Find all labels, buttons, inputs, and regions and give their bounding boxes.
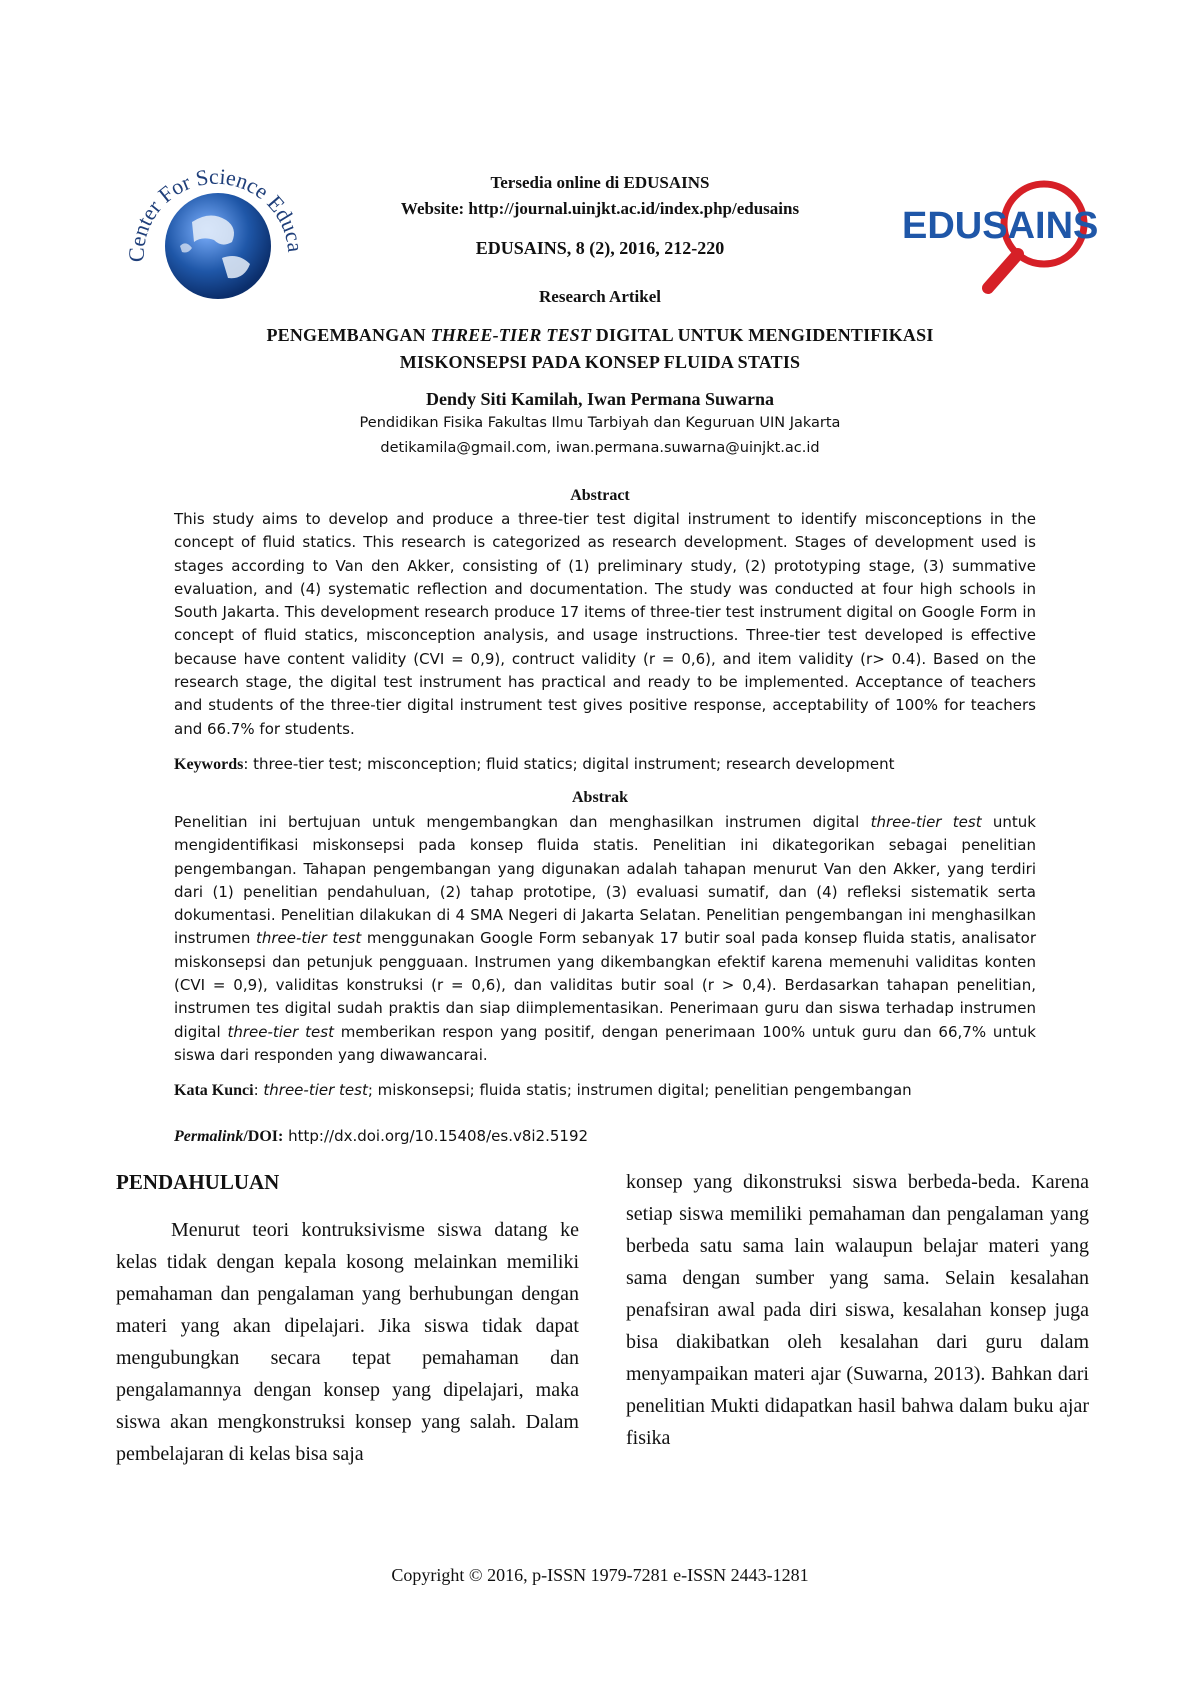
logo-arc-text: Center For Science Educa (123, 163, 309, 263)
author-affiliation: Pendidikan Fisika Fakultas Ilmu Tarbiyah dan Keguruan UIN Jakarta (359, 415, 841, 431)
abstract-english: This study aims to develop and produce a three-tier test digital instrument to identify misconceptions in the concept of fluid statics. This research is categorized as research development. Stages of development used is stages according to Van den Akker, consisting of (1) preliminary study, (2) prototyping stage, (3) summative evaluation, and (4) systematic reflection and documentation. The study was conducted at four high schools in South Jakarta. This development research produce 17 items of three-tier test instrument digital on Google Form in concept of fluid statics, misconception analysis, and usage instructions. Three-tier test developed is effective because have content validity (CVI = 0,9), contruct validity (r = 0,6), and item validity (r> 0.4). Based on the research stage, the digital test instrument has practical and ready to be implemented. Acceptance of teachers and students of the three-tier digital instrument test gives positive response, acceptability of 100% for teachers and 66.7% for students. (174, 510, 1036, 738)
logo-wordmark: EDUSAINS (902, 205, 1099, 247)
availability-line: Tersedia online di EDUSAINS (490, 173, 710, 192)
abstrak-heading: Abstrak (571, 789, 628, 806)
globe-logo-icon (122, 150, 312, 300)
journal-website: Website: http://journal.uinjkt.ac.id/index.php/edusains (400, 199, 800, 218)
paper-title-line-1: PENGEMBANGAN THREE-TIER TEST DIGITAL UNTUK MENGIDENTIFIKASI (266, 325, 934, 345)
keywords-indonesian: Kata Kunci: three-tier test; miskonsepsi; fluida statis; instrumen digital; penelitian pengembangan (174, 1081, 912, 1099)
abstract-indonesian: Penelitian ini bertujuan untuk mengembangkan dan menghasilkan instrumen digital three-tier test untuk mengidentifikasi miskonsepsi pada konsep fluida statis. Penelitian ini dikategorikan sebagai penelitian pengembangan. Tahapan pengembangan yang digunakan adalah tahapan menurut Van den Akker, yang terdiri dari (1) penelitian pendahuluan, (2) tahap prototipe, (3) evaluasi sumatif, dan (4) refleksi sistematik serta dokumentasi. Penelitian dilakukan di 4 SMA Negeri di Jakarta Selatan. Penelitian pengembangan ini menghasilkan instrumen three-tier test menggunakan Google Form sebanyak 17 butir soal pada konsep fluida statis, analisator miskonsepsi dan petunjuk pengguaan. Instrumen yang dikembangkan efektif karena memenuhi validitas konten (CVI = 0,9), validitas konstruksi (r = 0,6), dan validitas butir soal (r > 0,4). Berdasarkan tahapan penelitian, instrumen tes digital sudah praktis dan siap diimplementasikan. Penerimaan guru dan siswa terhadap instrumen digital three-tier test memberikan respon yang positif, dengan penerimaan 100% untuk guru dan 66,7% untuk siswa dari responden yang diwawancarai. (174, 813, 1036, 1064)
article-type: Research Artikel (539, 287, 661, 306)
copyright-footer: Copyright © 2016, p-ISSN 1979-7281 e-ISSN 2443-1281 (391, 1565, 809, 1585)
body-right-column: konsep yang dikonstruksi siswa berbeda-beda. Karena setiap siswa memiliki pemahaman dan pengalaman yang berbeda satu sama lain walaupun belajar materi yang sama dengan sumber yang sama. Selain kesalahan penafsiran awal pada diri siswa, kesalahan konsep juga bisa diakibatkan oleh kesalahan dari guru dalam menyampaikan materi ajar (Suwarna, 2013). Bahkan dari penelitian Mukti didapatkan hasil bahwa dalam buku ajar fisika (626, 1171, 1089, 1449)
paper-title-line-2: MISKONSEPSI PADA KONSEP FLUIDA STATIS (399, 352, 801, 372)
edusains-logo (896, 172, 1106, 304)
journal-citation: EDUSAINS, 8 (2), 2016, 212-220 (475, 238, 725, 258)
author-emails: detikamila@gmail.com, iwan.permana.suwarna@uinjkt.ac.id (380, 440, 820, 456)
doi-line: Permalink/DOI: http://dx.doi.org/10.15408/es.v8i2.5192 (174, 1127, 589, 1145)
body-left-column: Menurut teori kontruksivisme siswa datang ke kelas tidak dengan kepala kosong melainkan memiliki pemahaman dan pengalaman yang berhubungan dengan materi yang akan dipelajari. Jika siswa tidak dapat mengubungkan secara tepat pemahaman dan pengalamannya dengan konsep yang dipelajari, maka siswa akan mengkonstruksi konsep yang salah. Dalam pembelajaran di kelas bisa saja (116, 1219, 579, 1465)
doi-link[interactable]: http://dx.doi.org/10.15408/es.v8i2.5192 (283, 1127, 589, 1145)
center-for-science-education-logo (122, 150, 312, 300)
author-names: Dendy Siti Kamilah, Iwan Permana Suwarna (425, 389, 775, 409)
abstract-heading: Abstract (570, 487, 630, 504)
section-heading: PENDAHULUAN (116, 1170, 280, 1194)
keywords-english: Keywords: three-tier test; misconception; fluid statics; digital instrument; research development (174, 755, 895, 773)
magnifier-logo-icon (896, 172, 1106, 304)
